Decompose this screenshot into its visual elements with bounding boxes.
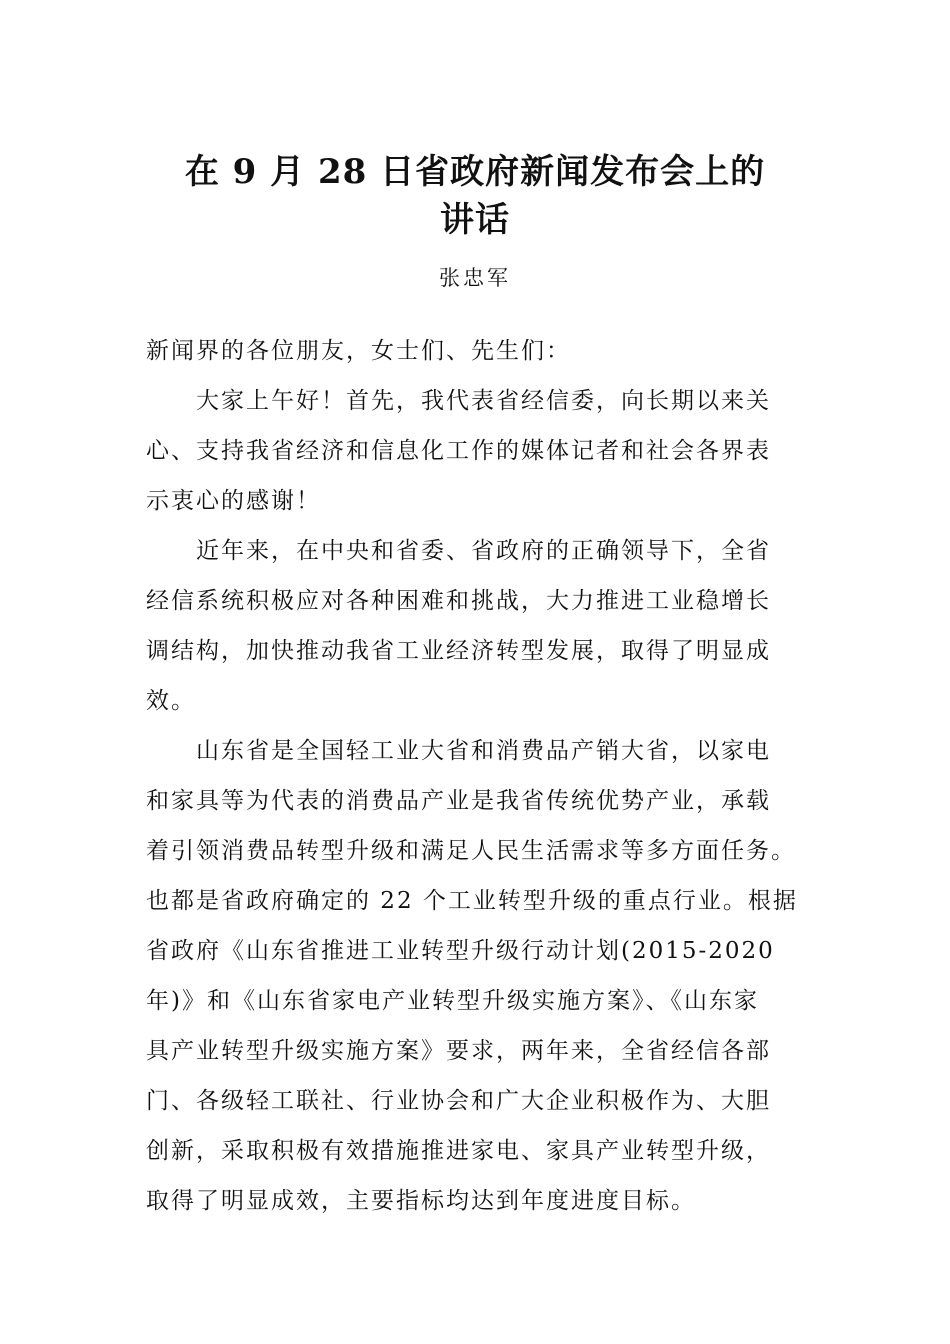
paragraph-line: 取得了明显成效，主要指标均达到年度进度目标。	[146, 1188, 696, 1214]
title-line-1: 在 9 月 28 日省政府新闻发布会上的	[184, 152, 766, 192]
paragraph-line: 创新，采取积极有效措施推进家电、家具产业转型升级，	[146, 1138, 771, 1164]
paragraph-line: 省政府《山东省推进工业转型升级行动计划(2015-2020	[146, 938, 775, 964]
paragraph-line: 着引领消费品转型升级和满足人民生活需求等多方面任务。	[146, 838, 796, 864]
paragraph-line: 年)》和《山东省家电产业转型升级实施方案》、《山东家	[146, 988, 759, 1014]
paragraph-line: 心、支持我省经济和信息化工作的媒体记者和社会各界表	[146, 438, 771, 464]
paragraph-line: 示衷心的感谢！	[146, 488, 321, 514]
salutation-line: 新闻界的各位朋友，女士们、先生们：	[146, 338, 571, 364]
paragraph-line: 也都是省政府确定的 22 个工业转型升级的重点行业。根据	[146, 888, 798, 914]
paragraph-line: 效。	[146, 688, 196, 714]
paragraph-line: 具产业转型升级实施方案》要求，两年来，全省经信各部	[146, 1038, 771, 1064]
paragraph-line: 山东省是全国轻工业大省和消费品产销大省，以家电	[196, 738, 771, 764]
paragraph-line: 和家具等为代表的消费品产业是我省传统优势产业，承载	[146, 788, 771, 814]
paragraph-line: 经信系统积极应对各种困难和挑战，大力推进工业稳增长	[146, 588, 771, 614]
paragraph-line: 门、各级轻工联社、行业协会和广大企业积极作为、大胆	[146, 1088, 771, 1114]
paragraph-line: 近年来，在中央和省委、省政府的正确领导下，全省	[196, 538, 771, 564]
paragraph-line: 大家上午好！首先，我代表省经信委，向长期以来关	[196, 388, 771, 414]
paragraph-line: 调结构，加快推动我省工业经济转型发展，取得了明显成	[146, 638, 771, 664]
author-name: 张忠军	[439, 266, 511, 290]
title-line-2: 讲话	[440, 200, 510, 240]
